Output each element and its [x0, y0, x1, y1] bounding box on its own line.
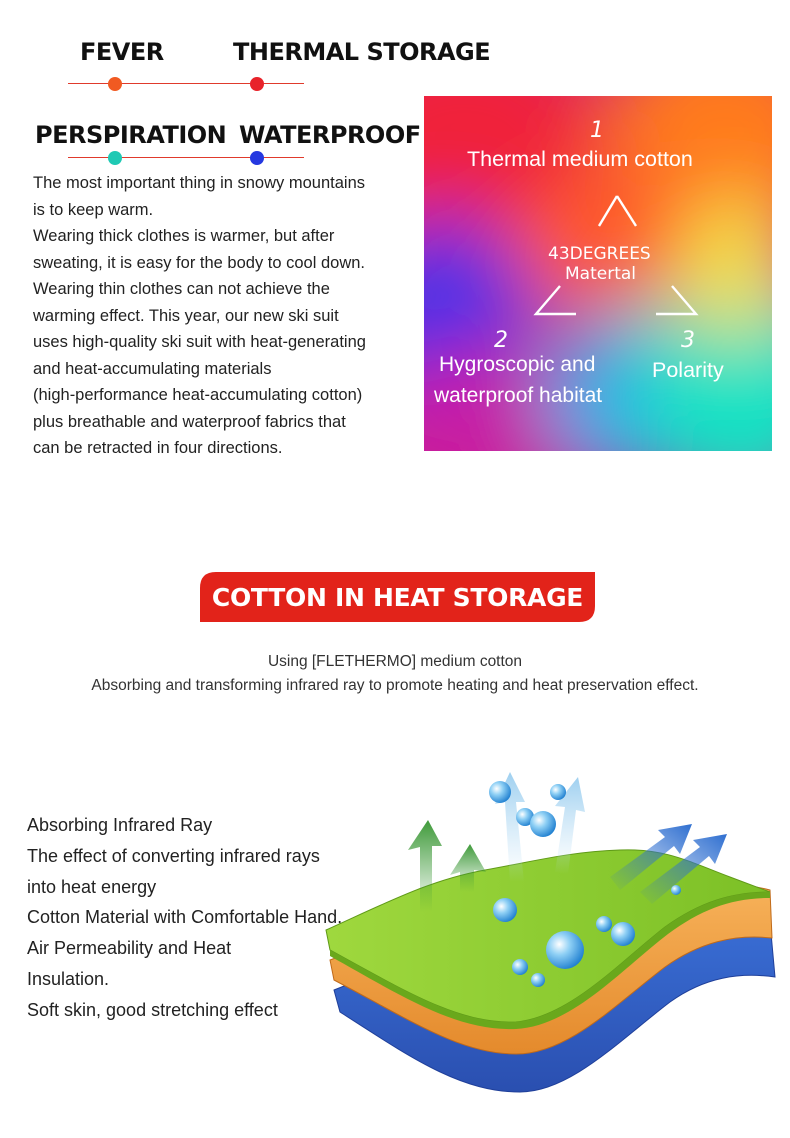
intro-line: Wearing thick clothes is warmer, but after: [33, 227, 335, 245]
feature-label-fever: FEVER: [80, 38, 164, 66]
feature-dot-thermal-storage: [250, 77, 264, 91]
section-banner: [200, 572, 595, 622]
panel-number-1: 1: [590, 118, 604, 143]
intro-line: and heat-accumulating materials: [33, 359, 272, 378]
panel-label-thermal-medium-cotton: Thermal medium cotton: [467, 147, 693, 171]
intro-line: uses high-quality ski suit with heat-generating: [33, 333, 366, 351]
intro-line: can be retracted in four directions.: [33, 439, 283, 457]
list-item: Air Permeability and Heat: [27, 938, 232, 959]
list-item: Absorbing Infrared Ray: [27, 815, 213, 835]
intro-paragraph: [33, 170, 418, 462]
intro-line: is to keep warm.: [33, 200, 154, 219]
material-gradient-panel: [424, 96, 772, 451]
panel-label-hygroscopic-line-1: Hygroscopic and: [439, 353, 596, 376]
intro-line: Wearing thin clothes can not achieve the: [33, 280, 330, 298]
list-item: into heat energy: [27, 876, 157, 897]
panel-number-2: 2: [494, 328, 508, 353]
panel-center-line-2: Matertal: [565, 264, 637, 284]
feature-label-perspiration: PERSPIRATION: [35, 121, 227, 149]
panel-label-hygroscopic-line-2: waterproof habitat: [434, 384, 603, 407]
panel-label-polarity: Polarity: [652, 358, 724, 382]
intro-line: The most important thing in snowy mountains: [33, 174, 365, 192]
fabric-layers-illustration: [320, 762, 780, 1132]
banner-title: COTTON IN HEAT STORAGE: [211, 583, 584, 612]
subtitle-line-2: Absorbing and transforming infrared ray to promote heating and heat preservation effect.: [91, 677, 699, 694]
panel-center-line-1: 43DEGREES: [548, 244, 651, 264]
feature-dot-waterproof: [250, 151, 264, 165]
intro-line: (high-performance heat-accumulating cotton): [33, 386, 363, 404]
list-item: The effect of converting infrared rays: [27, 845, 320, 866]
feature-label-thermal-storage: THERMAL STORAGE: [233, 38, 491, 66]
intro-line: plus breathable and waterproof fabrics that: [33, 412, 346, 431]
feature-divider-bottom: [68, 157, 304, 158]
list-item: Cotton Material with Comfortable Hand,: [27, 907, 343, 928]
feature-divider-top: [68, 83, 304, 84]
subtitle-line-1: Using [FLETHERMO] medium cotton: [267, 653, 523, 670]
intro-line: sweating, it is easy for the body to cool down.: [33, 253, 366, 272]
feature-dot-fever: [108, 77, 122, 91]
intro-line: warming effect. This year, our new ski suit: [33, 306, 339, 325]
panel-number-3: 3: [681, 328, 695, 353]
feature-label-waterproof: WATERPROOF: [239, 121, 421, 149]
list-item: Insulation.: [27, 968, 110, 989]
list-item: Soft skin, good stretching effect: [27, 999, 278, 1020]
feature-dot-perspiration: [108, 151, 122, 165]
